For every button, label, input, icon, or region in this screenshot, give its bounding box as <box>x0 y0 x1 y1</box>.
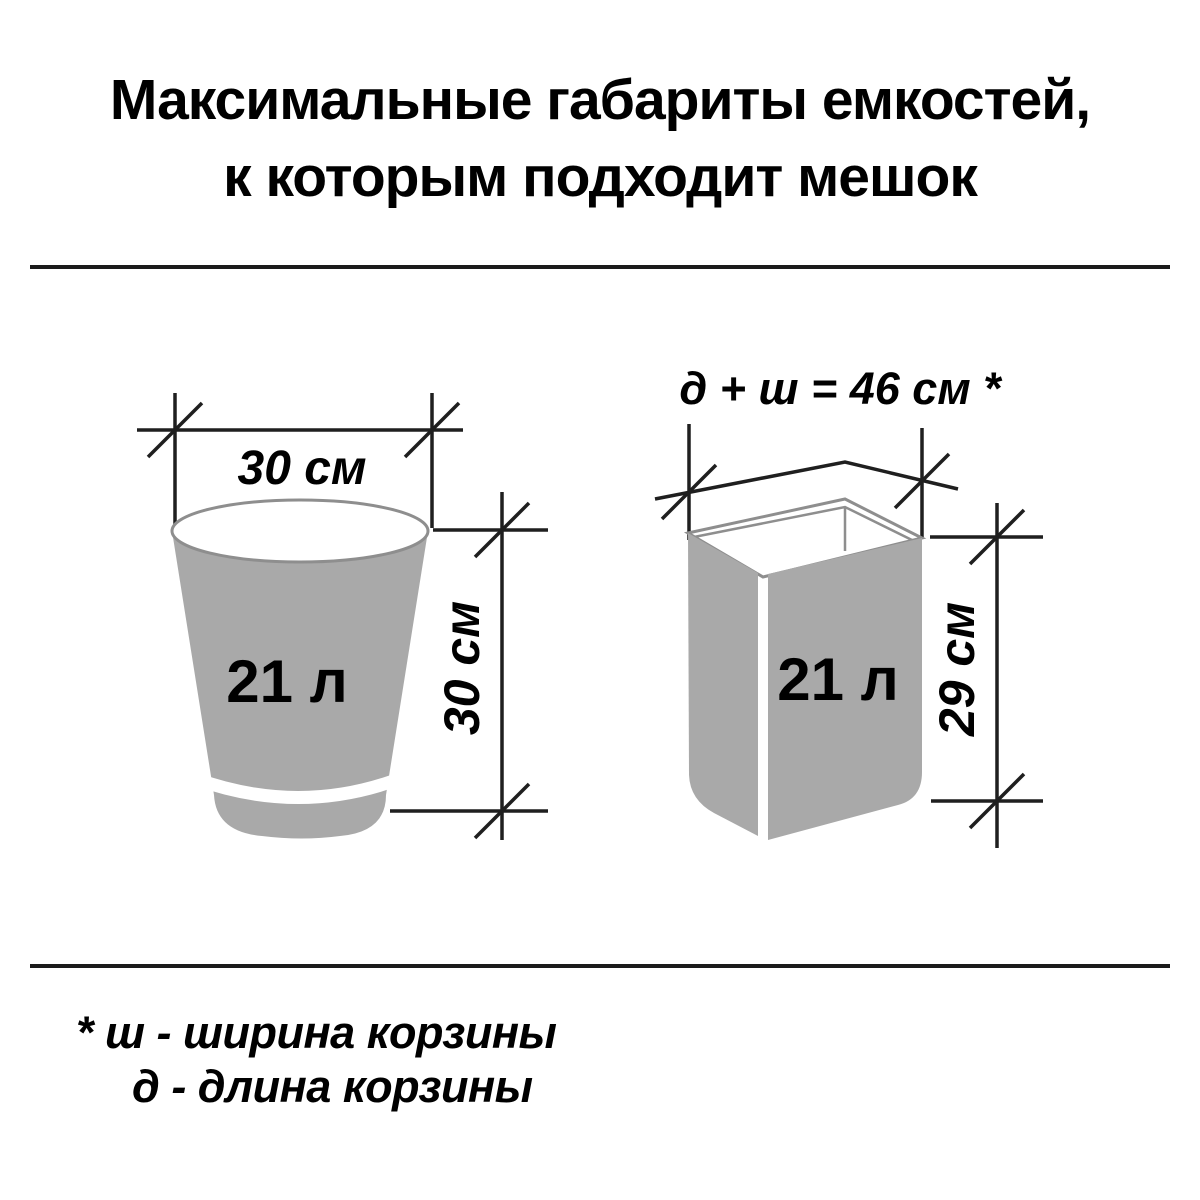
basket-volume-label: 21 л <box>777 646 899 713</box>
basket-height-label: 29 см <box>929 601 985 737</box>
page-title-line-2: к которым подходит мешок <box>223 145 977 209</box>
bucket-rim-opening <box>172 500 428 562</box>
footnote-line-1: * ш - ширина корзины <box>76 1007 557 1058</box>
bucket-width-label: 30 см <box>237 442 367 495</box>
bottom-divider <box>30 964 1170 968</box>
basket-left-face <box>688 533 758 836</box>
basket-formula-label: д + ш = 46 см * <box>679 363 1001 414</box>
page-title-line-1: Максимальные габариты емкостей, <box>109 68 1091 132</box>
footnote <box>76 1006 556 1114</box>
basket-diagram <box>655 363 1043 848</box>
bucket-diagram <box>137 393 548 840</box>
bucket-height-label: 30 см <box>434 600 490 736</box>
footnote-line-2: д - длина корзины <box>132 1061 533 1112</box>
bucket-volume-label: 21 л <box>226 648 348 715</box>
